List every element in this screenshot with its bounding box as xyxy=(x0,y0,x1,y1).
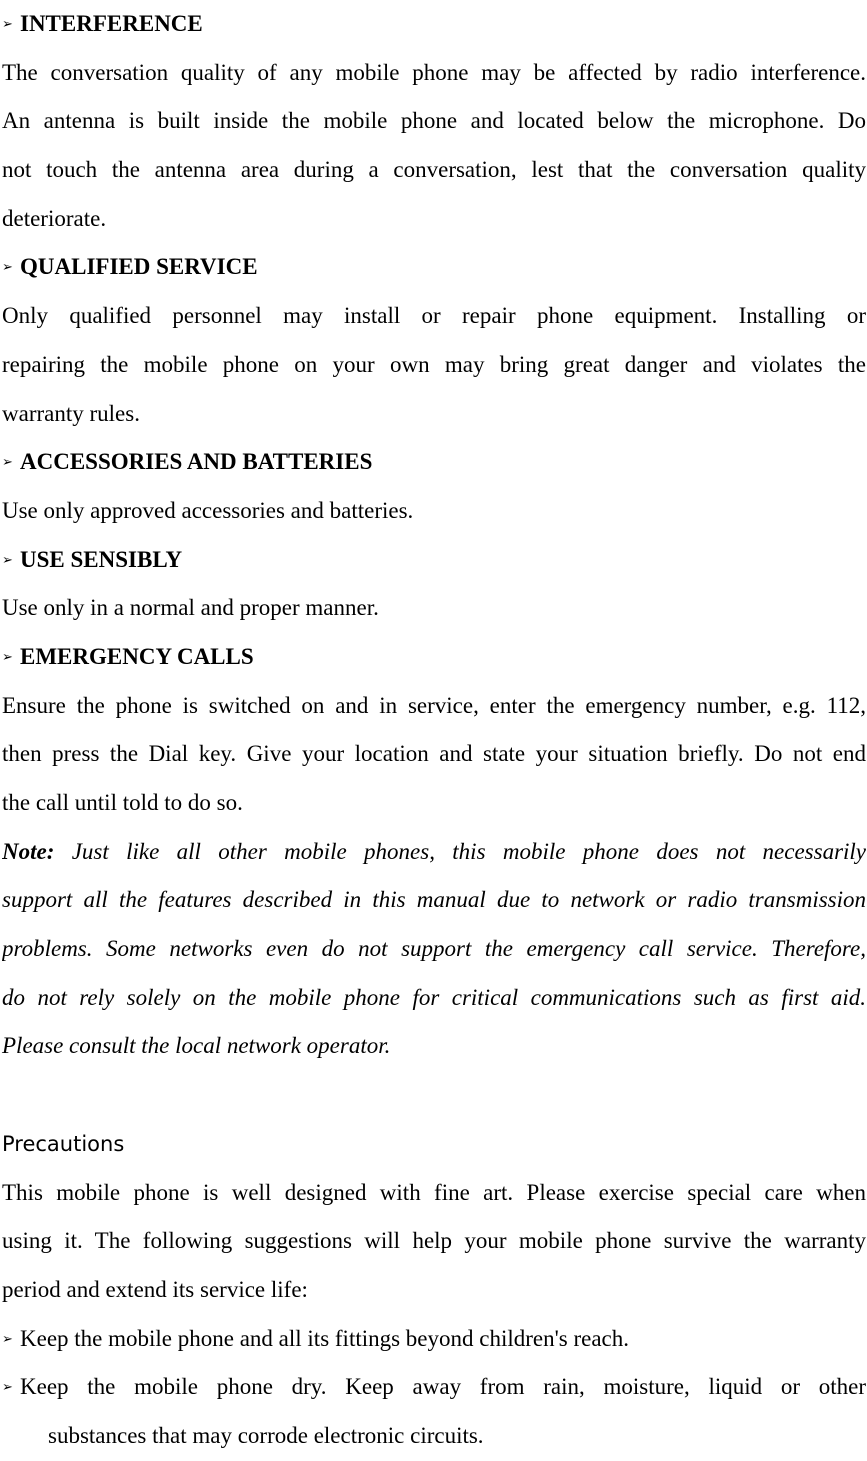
note-line: support all the features described in this manual due to network or radio transmission xyxy=(2,887,866,913)
paragraph-line: The conversation quality of any mobile phone may be affected by radio interference. xyxy=(2,59,866,85)
paragraph-line: Use only approved accessories and batteries. xyxy=(2,497,414,523)
note-text: Just like all other mobile phones, this mobile phone does not necessarily xyxy=(71,838,866,864)
heading-text: USE SENSIBLY xyxy=(20,546,183,572)
document-page xyxy=(2,0,866,1461)
paragraph-line: Only qualified personnel may install or repair phone equipment. Installing or xyxy=(2,303,866,329)
list-item xyxy=(2,1315,866,1364)
paragraph-line: using it. The following suggestions will help your mobile phone survive the warranty xyxy=(2,1228,866,1254)
heading-text: ACCESSORIES AND BATTERIES xyxy=(20,449,373,475)
list-item-continuation: substances that may corrode electronic circuits. xyxy=(48,1422,484,1448)
paragraph-line: warranty rules. xyxy=(2,400,140,426)
note-line: do not rely solely on the mobile phone for critical communications such as first aid. xyxy=(2,984,866,1010)
precautions-heading: Precautions xyxy=(2,1131,125,1156)
heading-text: QUALIFIED SERVICE xyxy=(20,254,258,280)
paragraph-line: deteriorate. xyxy=(2,205,107,231)
arrowhead-bullet-icon: ➢ xyxy=(2,16,13,31)
paragraph-line: period and extend its service life: xyxy=(2,1276,308,1302)
arrowhead-bullet-icon: ➢ xyxy=(2,259,13,275)
paragraph-line: the call until told to do so. xyxy=(2,790,243,815)
arrowhead-bullet-icon: ➢ xyxy=(2,551,13,567)
section-heading-interference xyxy=(2,0,866,49)
arrowhead-bullet-icon: ➢ xyxy=(2,1379,13,1395)
note-line: problems. Some networks even do not support the emergency call service. Therefore, xyxy=(2,936,866,962)
note-line: Please consult the local network operator. xyxy=(2,1033,391,1059)
section-heading-emergency-calls xyxy=(2,633,866,682)
heading-text: EMERGENCY CALLS xyxy=(20,643,254,669)
section-heading-qualified-service xyxy=(2,243,866,292)
paragraph-line: Use only in a normal and proper manner. xyxy=(2,595,379,621)
note-label: Note: xyxy=(2,838,55,864)
paragraph-line: An antenna is built inside the mobile phone and located below the microphone. Do xyxy=(2,108,866,134)
blank-line xyxy=(2,1071,866,1120)
paragraph-line: not touch the antenna area during a conversation, lest that the conversation quality xyxy=(2,157,866,183)
note-line xyxy=(2,828,866,877)
list-item-text: Keep the mobile phone and all its fittings beyond children's reach. xyxy=(20,1325,630,1351)
arrowhead-bullet-icon: ➢ xyxy=(2,454,13,470)
paragraph-line: repairing the mobile phone on your own may bring great danger and violates the xyxy=(2,351,866,377)
arrowhead-bullet-icon: ➢ xyxy=(2,1330,13,1346)
section-heading-use-sensibly xyxy=(2,536,866,585)
paragraph-line: then press the Dial key. Give your location and state your situation briefly. Do not end xyxy=(2,741,866,767)
list-item-text: Keep the mobile phone dry. Keep away from rain, moisture, liquid or other xyxy=(20,1374,866,1400)
heading-text: INTERFERENCE xyxy=(20,11,203,36)
paragraph-line: This mobile phone is well designed with fine art. Please exercise special care when xyxy=(2,1179,866,1205)
paragraph-line: Ensure the phone is switched on and in service, enter the emergency number, e.g. 112, xyxy=(2,692,866,718)
section-heading-accessories xyxy=(2,438,866,487)
list-item xyxy=(2,1363,866,1412)
arrowhead-bullet-icon: ➢ xyxy=(2,648,13,664)
